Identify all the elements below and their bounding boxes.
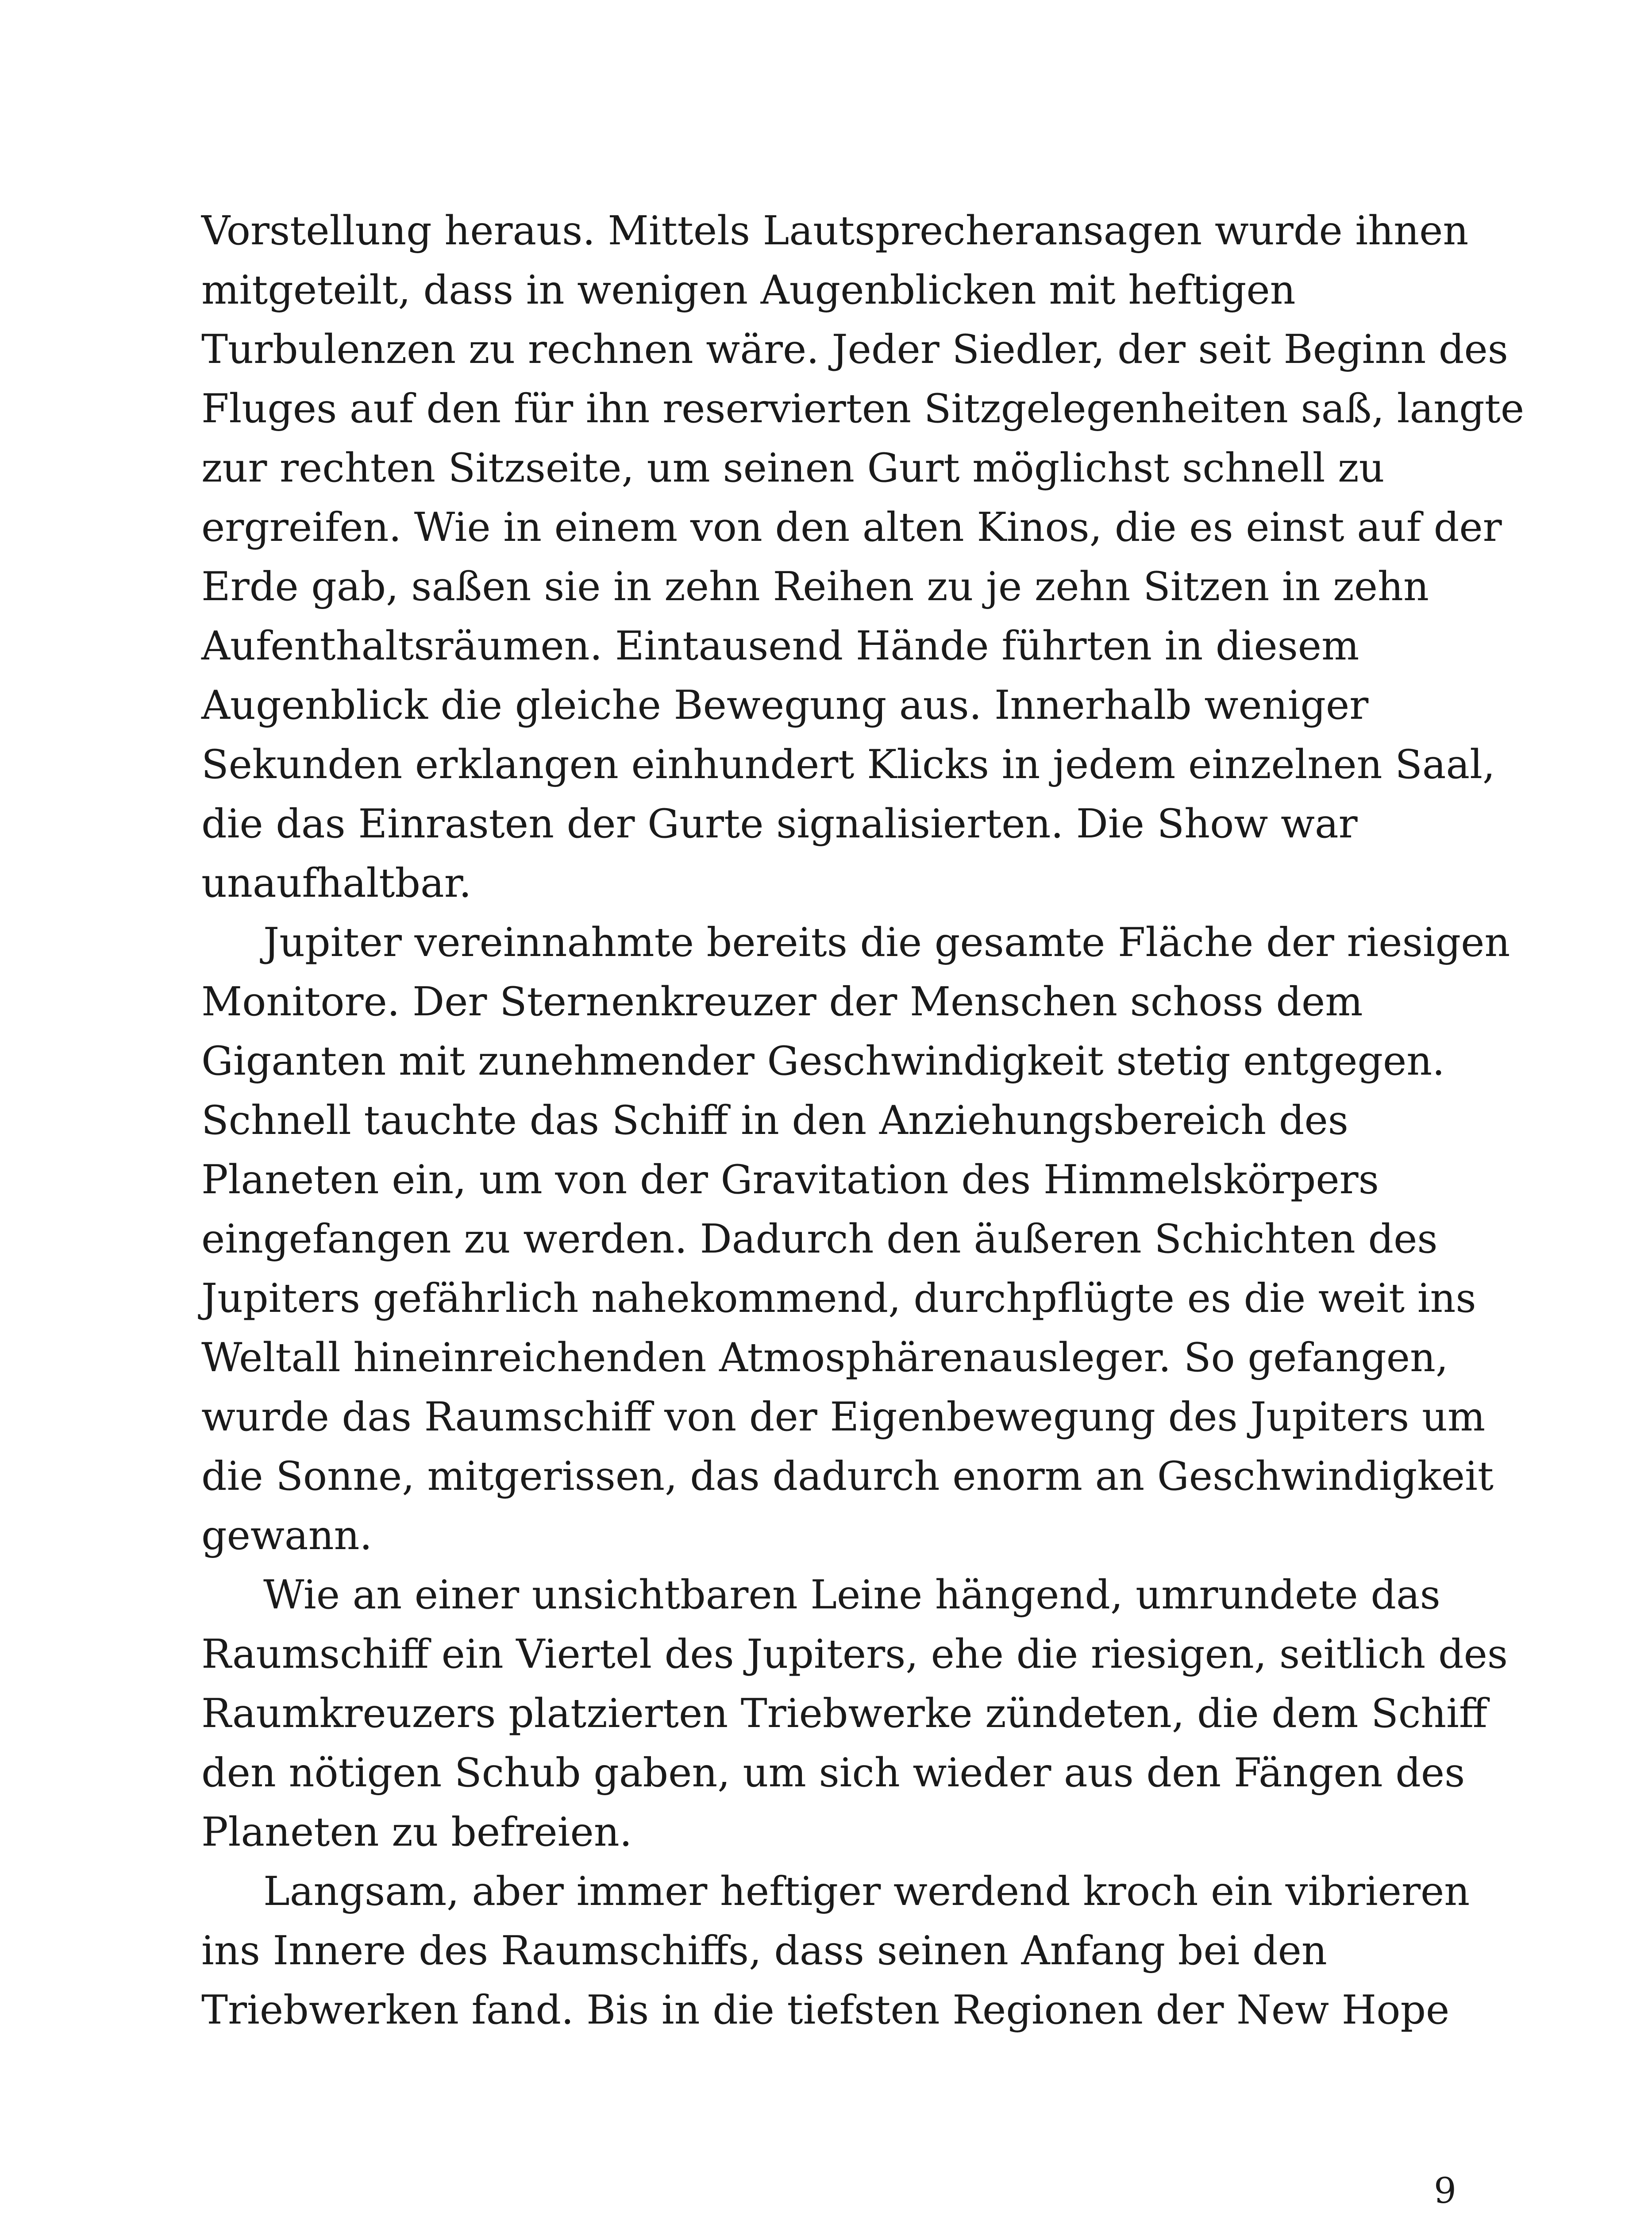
text-line: unaufhaltbar. [201,860,472,906]
text-line: Schnell tauchte das Schiff in den Anziehungsbereich des [201,1097,1348,1144]
text-line: Planeten ein, um von der Gravitation des Himmelskörpers [201,1157,1379,1203]
text-line: Jupiters gefährlich nahekommend, durchpflügte es die weit ins [201,1275,1476,1322]
paragraph [201,1862,1485,2040]
text-line: Monitore. Der Sternenkreuzer der Menschen schoss dem [201,979,1363,1025]
text-line: Vorstellung heraus. Mittels Lautsprecheransagen wurde ihnen [201,208,1469,254]
text-line: Giganten mit zunehmender Geschwindigkeit stetig entgegen. [201,1038,1445,1084]
text-line: Turbulenzen zu rechnen wäre. Jeder Siedler, der seit Beginn des [201,326,1508,373]
paragraph [201,1565,1508,1862]
text-line: Langsam, aber immer heftiger werdend kroch ein vibrieren [263,1868,1470,1915]
body-text [201,201,1525,2040]
text-line: gewann. [201,1512,373,1559]
text-line: den nötigen Schub gaben, um sich wieder aus den Fängen des [201,1750,1465,1796]
text-line: Erde gab, saßen sie in zehn Reihen zu je zehn Sitzen in zehn [201,563,1429,610]
text-line: Planeten zu befreien. [201,1809,632,1855]
text-line: Augenblick die gleiche Bewegung aus. Innerhalb weniger [201,682,1369,729]
text-line: Raumkreuzers platzierten Triebwerke zündeten, die dem Schiff [201,1690,1487,1737]
paragraph [201,913,1510,1565]
text-line: Raumschiff ein Viertel des Jupiters, ehe die riesigen, seitlich des [201,1631,1508,1677]
text-line: eingefangen zu werden. Dadurch den äußeren Schichten des [201,1216,1438,1262]
text-line: Sekunden erklangen einhundert Klicks in jedem einzelnen Saal, [201,741,1495,788]
text-line: Fluges auf den für ihn reservierten Sitzgelegenheiten saß, langte [201,386,1525,432]
text-line: Aufenthaltsräumen. Eintausend Hände führten in diesem [201,623,1359,669]
text-line: Jupiter vereinnahmte bereits die gesamte Fläche der riesigen [263,919,1510,966]
text-line: Triebwerken fand. Bis in die tiefsten Regionen der New Hope [201,1987,1450,2033]
paragraph [201,201,1525,913]
text-line: mitgeteilt, dass in wenigen Augenblicken mit heftigen [201,267,1296,313]
text-line: ins Innere des Raumschiffs, dass seinen Anfang bei den [201,1928,1327,1974]
text-line: zur rechten Sitzseite, um seinen Gurt möglichst schnell zu [201,445,1385,491]
text-line: wurde das Raumschiff von der Eigenbewegung des Jupiters um [201,1394,1486,1440]
text-line: die Sonne, mitgerissen, das dadurch enorm an Geschwindigkeit [201,1453,1494,1500]
text-line: die das Einrasten der Gurte signalisierten. Die Show war [201,801,1358,847]
text-line: Wie an einer unsichtbaren Leine hängend, umrundete das [263,1572,1440,1618]
page-number: 9 [1434,2170,1456,2211]
text-line: ergreifen. Wie in einem von den alten Kinos, die es einst auf der [201,504,1502,551]
text-line: Weltall hineinreichenden Atmosphärenausleger. So gefangen, [201,1334,1448,1381]
